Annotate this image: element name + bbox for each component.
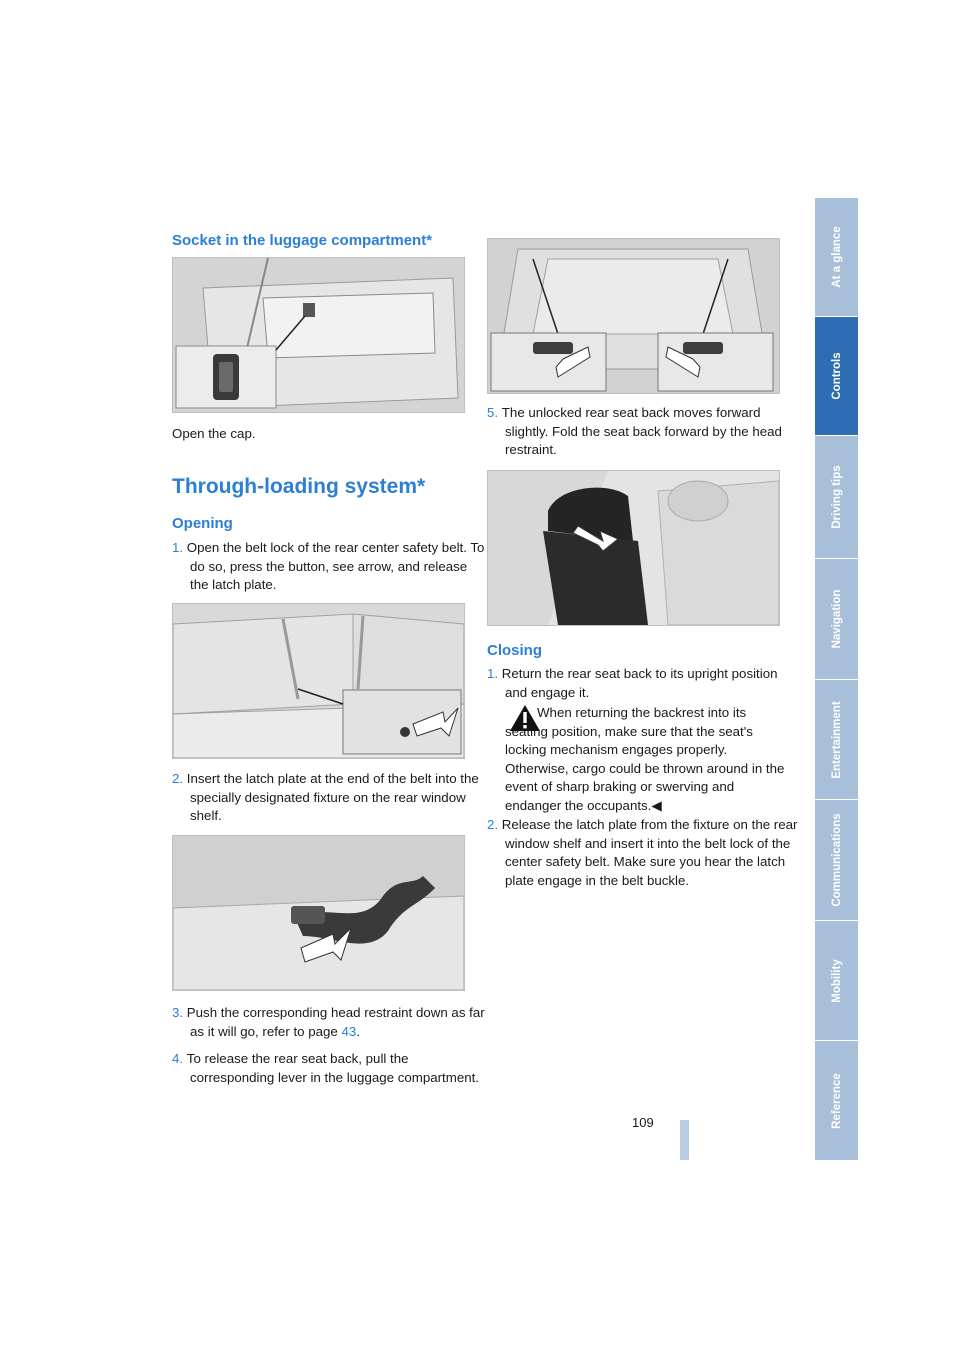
page-link[interactable]: 43 — [341, 1023, 357, 1039]
step-text: The unlocked rear seat back moves forward slightly. Fold the seat back forward by the head restraint. — [501, 405, 782, 457]
step-text: To release the rear seat back, pull the corresponding lever in the luggage compartment. — [186, 1051, 480, 1085]
tab-communications[interactable]: Communications — [830, 813, 843, 907]
tab-driving-tips[interactable]: Driving tips — [830, 465, 843, 529]
section-heading-socket: Socket in the luggage compartment* — [172, 232, 433, 249]
step-text: Return the rear seat back to its upright position and engage it. — [501, 666, 778, 700]
closing-step-1 — [487, 665, 800, 702]
subheading-opening: Opening — [172, 515, 233, 532]
step-text: Insert the latch plate at the end of the belt into the specially designated fixture on the rear window shelf. — [186, 771, 479, 823]
tab-entertainment[interactable]: Entertainment — [830, 700, 843, 779]
step-number: 4. — [172, 1051, 184, 1066]
step-5 — [487, 404, 800, 460]
step-number: 1. — [172, 540, 184, 555]
section-heading-through-loading: Through-loading system* — [172, 475, 426, 498]
section-nav — [815, 198, 858, 1160]
step-text: Open the belt lock of the rear center safety belt. To do so, press the button, see arrow, and release the latch plate. — [186, 540, 485, 592]
step-number: 2. — [487, 817, 499, 832]
step-4 — [172, 1050, 485, 1087]
step-number: 2. — [172, 771, 184, 786]
step-number: 5. — [487, 405, 499, 420]
step-1 — [172, 539, 485, 595]
subheading-closing: Closing — [487, 642, 542, 659]
figure-luggage-levers — [487, 238, 780, 394]
closing-step-2 — [487, 816, 800, 890]
step-text: Push the corresponding head restraint down as far as it will go, refer to page — [186, 1005, 485, 1039]
socket-text: Open the cap. — [172, 426, 256, 441]
step-2 — [172, 770, 485, 826]
warning-text — [505, 704, 785, 815]
tab-at-a-glance[interactable]: At a glance — [830, 226, 843, 288]
figure-window-shelf — [172, 835, 465, 991]
step-number: 1. — [487, 666, 499, 681]
tab-reference[interactable]: Reference — [830, 1072, 843, 1129]
step-3 — [172, 1004, 485, 1041]
tab-controls[interactable]: Controls — [815, 317, 858, 435]
step-text: Release the latch plate from the fixture on the rear window shelf and insert it into the belt lock of the center safety belt. Make sure you hear the latch plate engage in the belt buckle. — [501, 817, 798, 888]
end-marker-icon: ◀ — [651, 797, 662, 813]
step-text-end: . — [356, 1023, 361, 1039]
tab-mobility[interactable]: Mobility — [830, 958, 843, 1003]
figure-belt-lock — [172, 603, 465, 759]
tab-navigation[interactable]: Navigation — [830, 589, 843, 649]
page-number: 109 — [632, 1115, 654, 1130]
warning-body: When returning the backrest into its seating position, make sure that the seat's locking mechanism engages properly. Otherwise, cargo could be thrown around in the event of sharp braking or swerving and endanger the occupants. — [505, 705, 785, 813]
page-marker-bar — [680, 1120, 689, 1160]
figure-fold-seat-back — [487, 470, 780, 626]
step-number: 3. — [172, 1005, 184, 1020]
figure-socket — [172, 257, 465, 413]
